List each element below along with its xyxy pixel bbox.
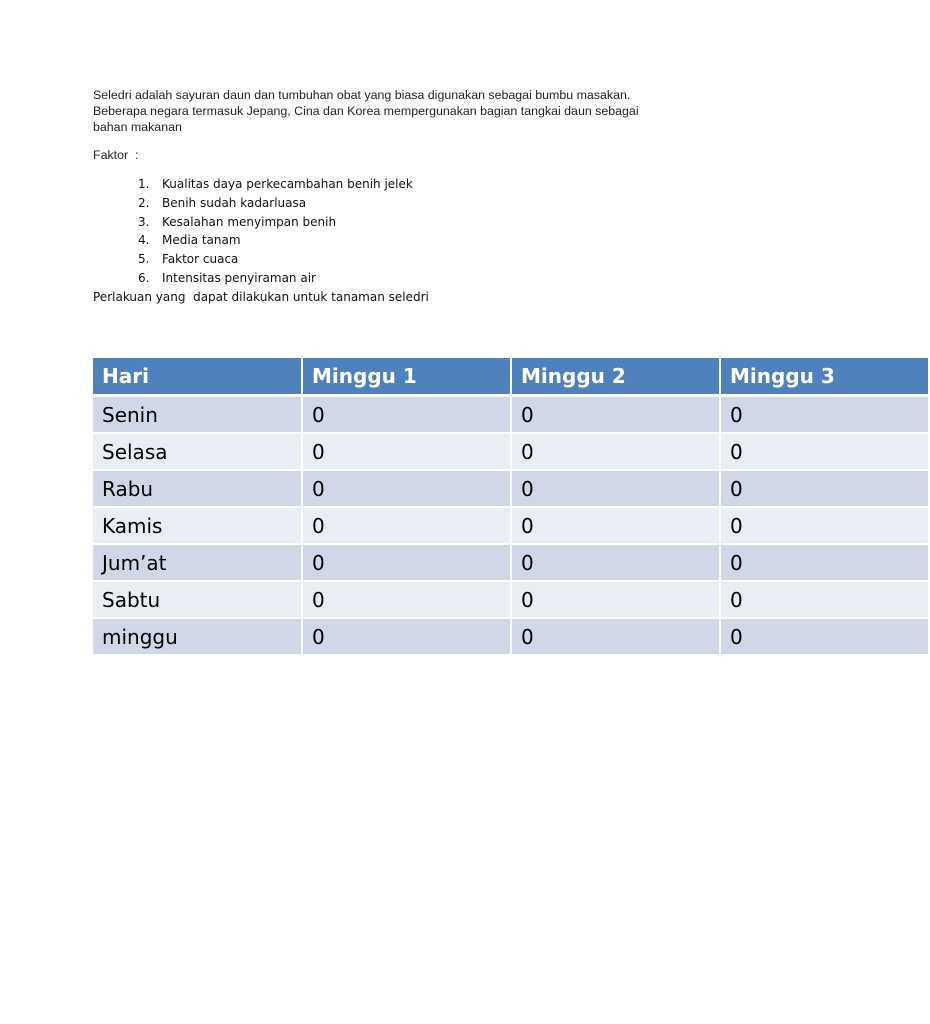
factor-text: Media tanam <box>162 233 241 248</box>
value-cell: 0 <box>511 470 720 507</box>
factor-number: 3. <box>138 214 150 229</box>
value-cell: 0 <box>720 396 929 434</box>
factor-text: Intensitas penyiraman air <box>162 270 316 285</box>
value-cell: 0 <box>720 433 929 470</box>
factor-item <box>138 231 413 250</box>
table-container <box>93 358 835 656</box>
factor-item <box>138 194 413 213</box>
value-cell: 0 <box>302 433 511 470</box>
day-cell: Kamis <box>93 507 302 544</box>
factor-text: Kesalahan menyimpan benih <box>162 214 337 229</box>
faktor-label: Faktor : <box>93 148 139 162</box>
value-cell: 0 <box>511 507 720 544</box>
factor-item <box>138 175 413 194</box>
value-cell: 0 <box>720 470 929 507</box>
day-cell: Selasa <box>93 433 302 470</box>
table-row <box>93 433 929 470</box>
table-row <box>93 470 929 507</box>
value-cell: 0 <box>511 618 720 655</box>
value-cell: 0 <box>302 470 511 507</box>
factor-number: 4. <box>138 233 150 248</box>
factor-text: Benih sudah kadarluasa <box>162 195 307 210</box>
intro-paragraph <box>93 87 683 135</box>
day-cell: Jum’at <box>93 544 302 581</box>
day-cell: Sabtu <box>93 581 302 618</box>
value-cell: 0 <box>511 396 720 434</box>
column-header: Minggu 3 <box>720 358 929 396</box>
intro-line: Seledri adalah sayuran daun dan tumbuhan obat yang biasa digunakan sebagai bumbu masakan. <box>93 88 631 102</box>
value-cell: 0 <box>720 544 929 581</box>
value-cell: 0 <box>302 507 511 544</box>
value-cell: 0 <box>302 396 511 434</box>
table-row <box>93 544 929 581</box>
factor-number: 2. <box>138 195 150 210</box>
factor-text: Faktor cuaca <box>162 252 239 267</box>
day-cell: Senin <box>93 396 302 434</box>
intro-line: Beberapa negara termasuk Jepang, Cina dan Korea mempergunakan bagian tangkai daun sebagai <box>93 104 639 118</box>
factor-number: 5. <box>138 252 150 267</box>
value-cell: 0 <box>720 507 929 544</box>
factor-item <box>138 269 413 288</box>
value-cell: 0 <box>302 581 511 618</box>
value-cell: 0 <box>511 581 720 618</box>
factor-number: 6. <box>138 270 150 285</box>
day-cell: Rabu <box>93 470 302 507</box>
table-row <box>93 396 929 434</box>
perlakuan-text: Perlakuan yang dapat dilakukan untuk tanaman seledri <box>93 290 429 304</box>
value-cell: 0 <box>720 581 929 618</box>
weekly-table <box>93 358 930 656</box>
factor-number: 1. <box>138 177 150 191</box>
column-header: Hari <box>93 358 302 396</box>
value-cell: 0 <box>302 618 511 655</box>
table-row <box>93 507 929 544</box>
factor-text: Kualitas daya perkecambahan benih jelek <box>162 177 413 191</box>
day-cell: minggu <box>93 618 302 655</box>
column-header: Minggu 2 <box>511 358 720 396</box>
value-cell: 0 <box>720 618 929 655</box>
factor-list <box>138 175 413 288</box>
column-header: Minggu 1 <box>302 358 511 396</box>
factor-item <box>138 250 413 269</box>
intro-line: bahan makanan <box>93 120 182 134</box>
table-row <box>93 618 929 655</box>
value-cell: 0 <box>302 544 511 581</box>
value-cell: 0 <box>511 433 720 470</box>
table-header-row <box>93 358 929 396</box>
table-row <box>93 581 929 618</box>
value-cell: 0 <box>511 544 720 581</box>
factor-item <box>138 213 413 232</box>
